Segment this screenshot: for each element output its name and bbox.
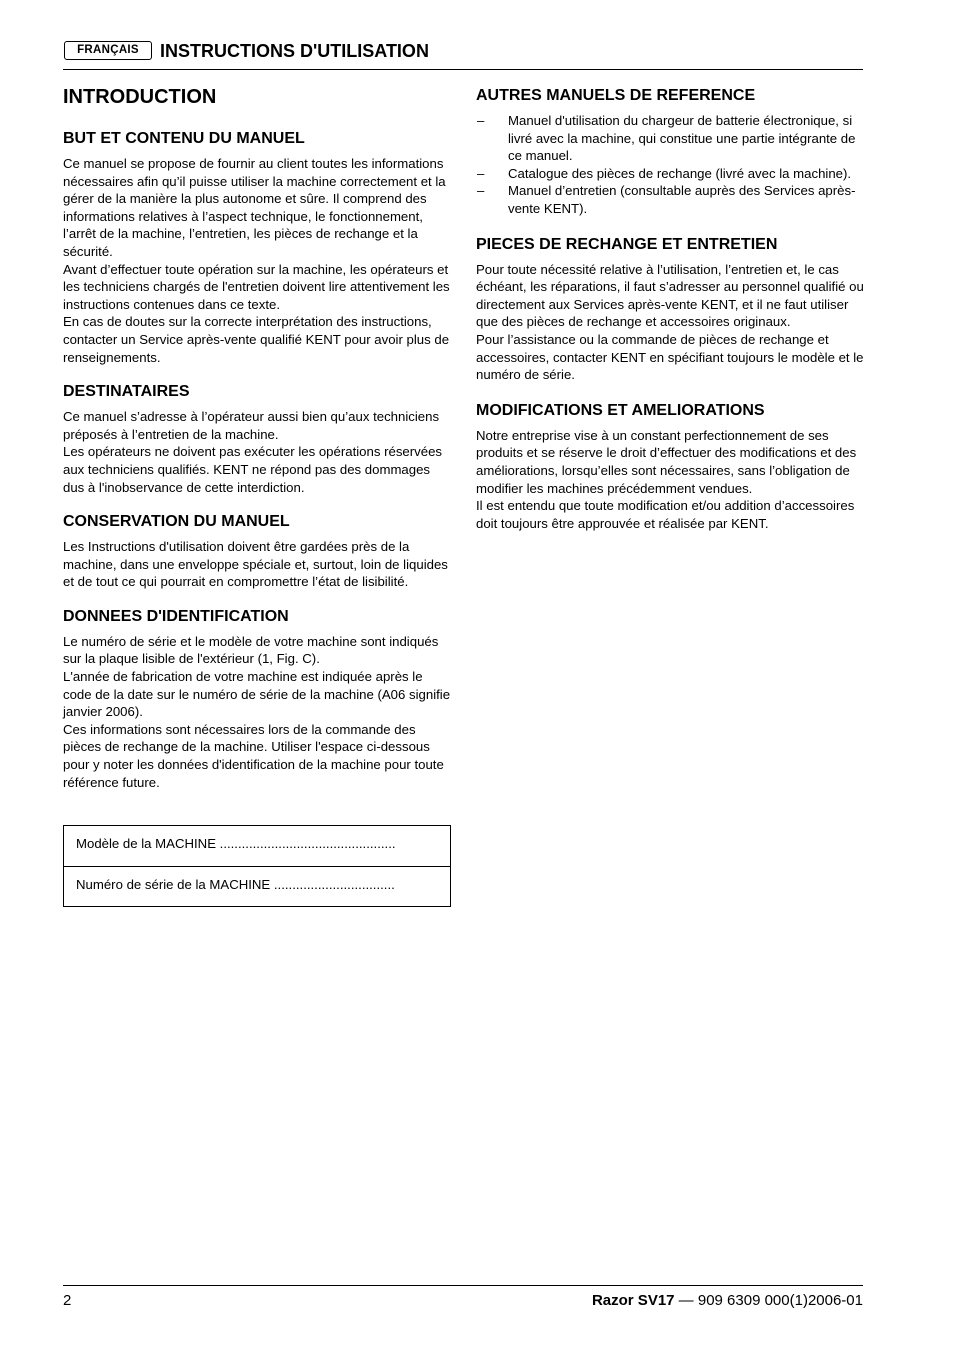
section-modifications bbox=[476, 401, 866, 533]
list-item: – Manuel d’entretien (consultable auprès des Services après-vente KENT). bbox=[476, 182, 866, 217]
section-but-contenu bbox=[63, 129, 451, 366]
reference-list bbox=[476, 112, 866, 218]
page-number: 2 bbox=[63, 1292, 72, 1309]
section-title: PIECES DE RECHANGE ET ENTRETIEN bbox=[476, 235, 778, 253]
section-title: AUTRES MANUELS DE REFERENCE bbox=[476, 87, 756, 104]
page-heading: INTRODUCTION bbox=[63, 86, 217, 108]
paragraph: Ce manuel se propose de fournir au client toutes les informations nécessaires afin qu’il puisse utiliser la machine correctement et la gérer de la manière la plus autonome et sûre. Il comprend des informations relatives à l’aspect technique, le fonctionnement, l’arrêt de la machine, l’entretien, les pièces de rechange et la sécurité. bbox=[63, 156, 446, 259]
document-title: INSTRUCTIONS D'UTILISATION bbox=[160, 41, 429, 61]
paragraph: En cas de doutes sur la correcte interprétation des instructions, contacter un Service après-vente qualifié KENT pour avoir plus de renseignements. bbox=[63, 314, 450, 365]
model-name: Razor SV17 bbox=[591, 1292, 675, 1309]
section-spare-parts bbox=[476, 235, 866, 384]
identification-box bbox=[63, 825, 451, 907]
paragraph: Il est entendu que toute modification et/ou addition d’accessoires doit toujours être approuvée et réalisée par KENT. bbox=[476, 498, 855, 531]
paragraph: Pour l’assistance ou la commande de pièces de rechange et accessoires, contacter KENT en spécifiant toujours le modèle et le numéro de série. bbox=[476, 331, 864, 383]
section-destinataires bbox=[63, 382, 451, 496]
section-title: CONSERVATION DU MANUEL bbox=[63, 513, 290, 531]
page-footer bbox=[63, 1285, 863, 1309]
serial-number-field: Numéro de série de la MACHINE ................................. bbox=[64, 866, 450, 906]
reference-code: — 909 6309 000(1)2006-01 bbox=[674, 1292, 863, 1309]
document-reference bbox=[592, 1292, 863, 1309]
left-column bbox=[63, 84, 451, 807]
section-title: DESTINATAIRES bbox=[63, 383, 190, 401]
model-field: Modèle de la MACHINE ................................................ bbox=[76, 836, 396, 851]
paragraph: Ce manuel s’adresse à l’opérateur aussi bien qu’aux techniciens préposés à l’entretien de la machine. bbox=[63, 409, 440, 442]
paragraph: Avant d’effectuer toute opération sur la machine, les opérateurs et les techniciens chargés de l'entretien doivent lire attentivement les instructions contenues dans ce texte. bbox=[63, 261, 450, 312]
right-column bbox=[476, 86, 866, 549]
list-item: – Manuel d'utilisation du chargeur de batterie électronique, si livré avec la machine, qui constitue une partie intégrante de ce manuel. bbox=[476, 112, 866, 165]
section-references bbox=[476, 86, 866, 218]
paragraph: Pour toute nécessité relative à l’utilisation, l’entretien et, le cas échéant, les réparations, il faut s’adresser au personnel qualifié ou directement aux Services après-vente KENT, et il ne faut utiliser que des pièces de rechange et accessoires originaux. bbox=[476, 261, 864, 330]
section-conservation bbox=[63, 512, 451, 591]
section-title: DONNEES D'IDENTIFICATION bbox=[63, 607, 289, 625]
paragraph: Les opérateurs ne doivent pas exécuter les opérations réservées aux techniciens qualifiés. KENT ne répond pas des dommages dus à l'inobservance de cette interdiction. bbox=[63, 444, 442, 495]
paragraph: Le numéro de série et le modèle de votre machine sont indiqués sur la plaque lisible de l'extérieur (1, Fig. C). bbox=[63, 633, 439, 667]
page-header bbox=[63, 40, 863, 70]
paragraph: L'année de fabrication de votre machine est indiquée après le code de la date sur le numéro de série de la machine (A06 signifie janvier 2006). bbox=[63, 669, 451, 720]
paragraph: Notre entreprise vise à un constant perfectionnement de ses produits et se réserve le droit d’effectuer des modifications et des améliorations, lorsqu’elles sont nécessaires, sans l’obligation de modifier les machines précédemment vendues. bbox=[476, 427, 857, 496]
section-title: MODIFICATIONS ET AMELIORATIONS bbox=[476, 401, 765, 419]
language-badge: FRANÇAIS bbox=[64, 41, 152, 60]
list-item: – Catalogue des pièces de rechange (livré avec la machine). bbox=[476, 165, 866, 183]
paragraph: Ces informations sont nécessaires lors de la commande des pièces de rechange de la machine. Utiliser l'espace ci-dessous pour y noter les données d'identification de la machine pour toute référence future. bbox=[63, 721, 444, 790]
section-identification bbox=[63, 607, 451, 791]
paragraph: Les Instructions d'utilisation doivent être gardées près de la machine, dans une enveloppe spéciale et, surtout, loin de liquides et de tout ce qui pourrait en compromettre l’état de lisibilité. bbox=[63, 539, 448, 590]
section-title: BUT ET CONTENU DU MANUEL bbox=[63, 130, 305, 147]
